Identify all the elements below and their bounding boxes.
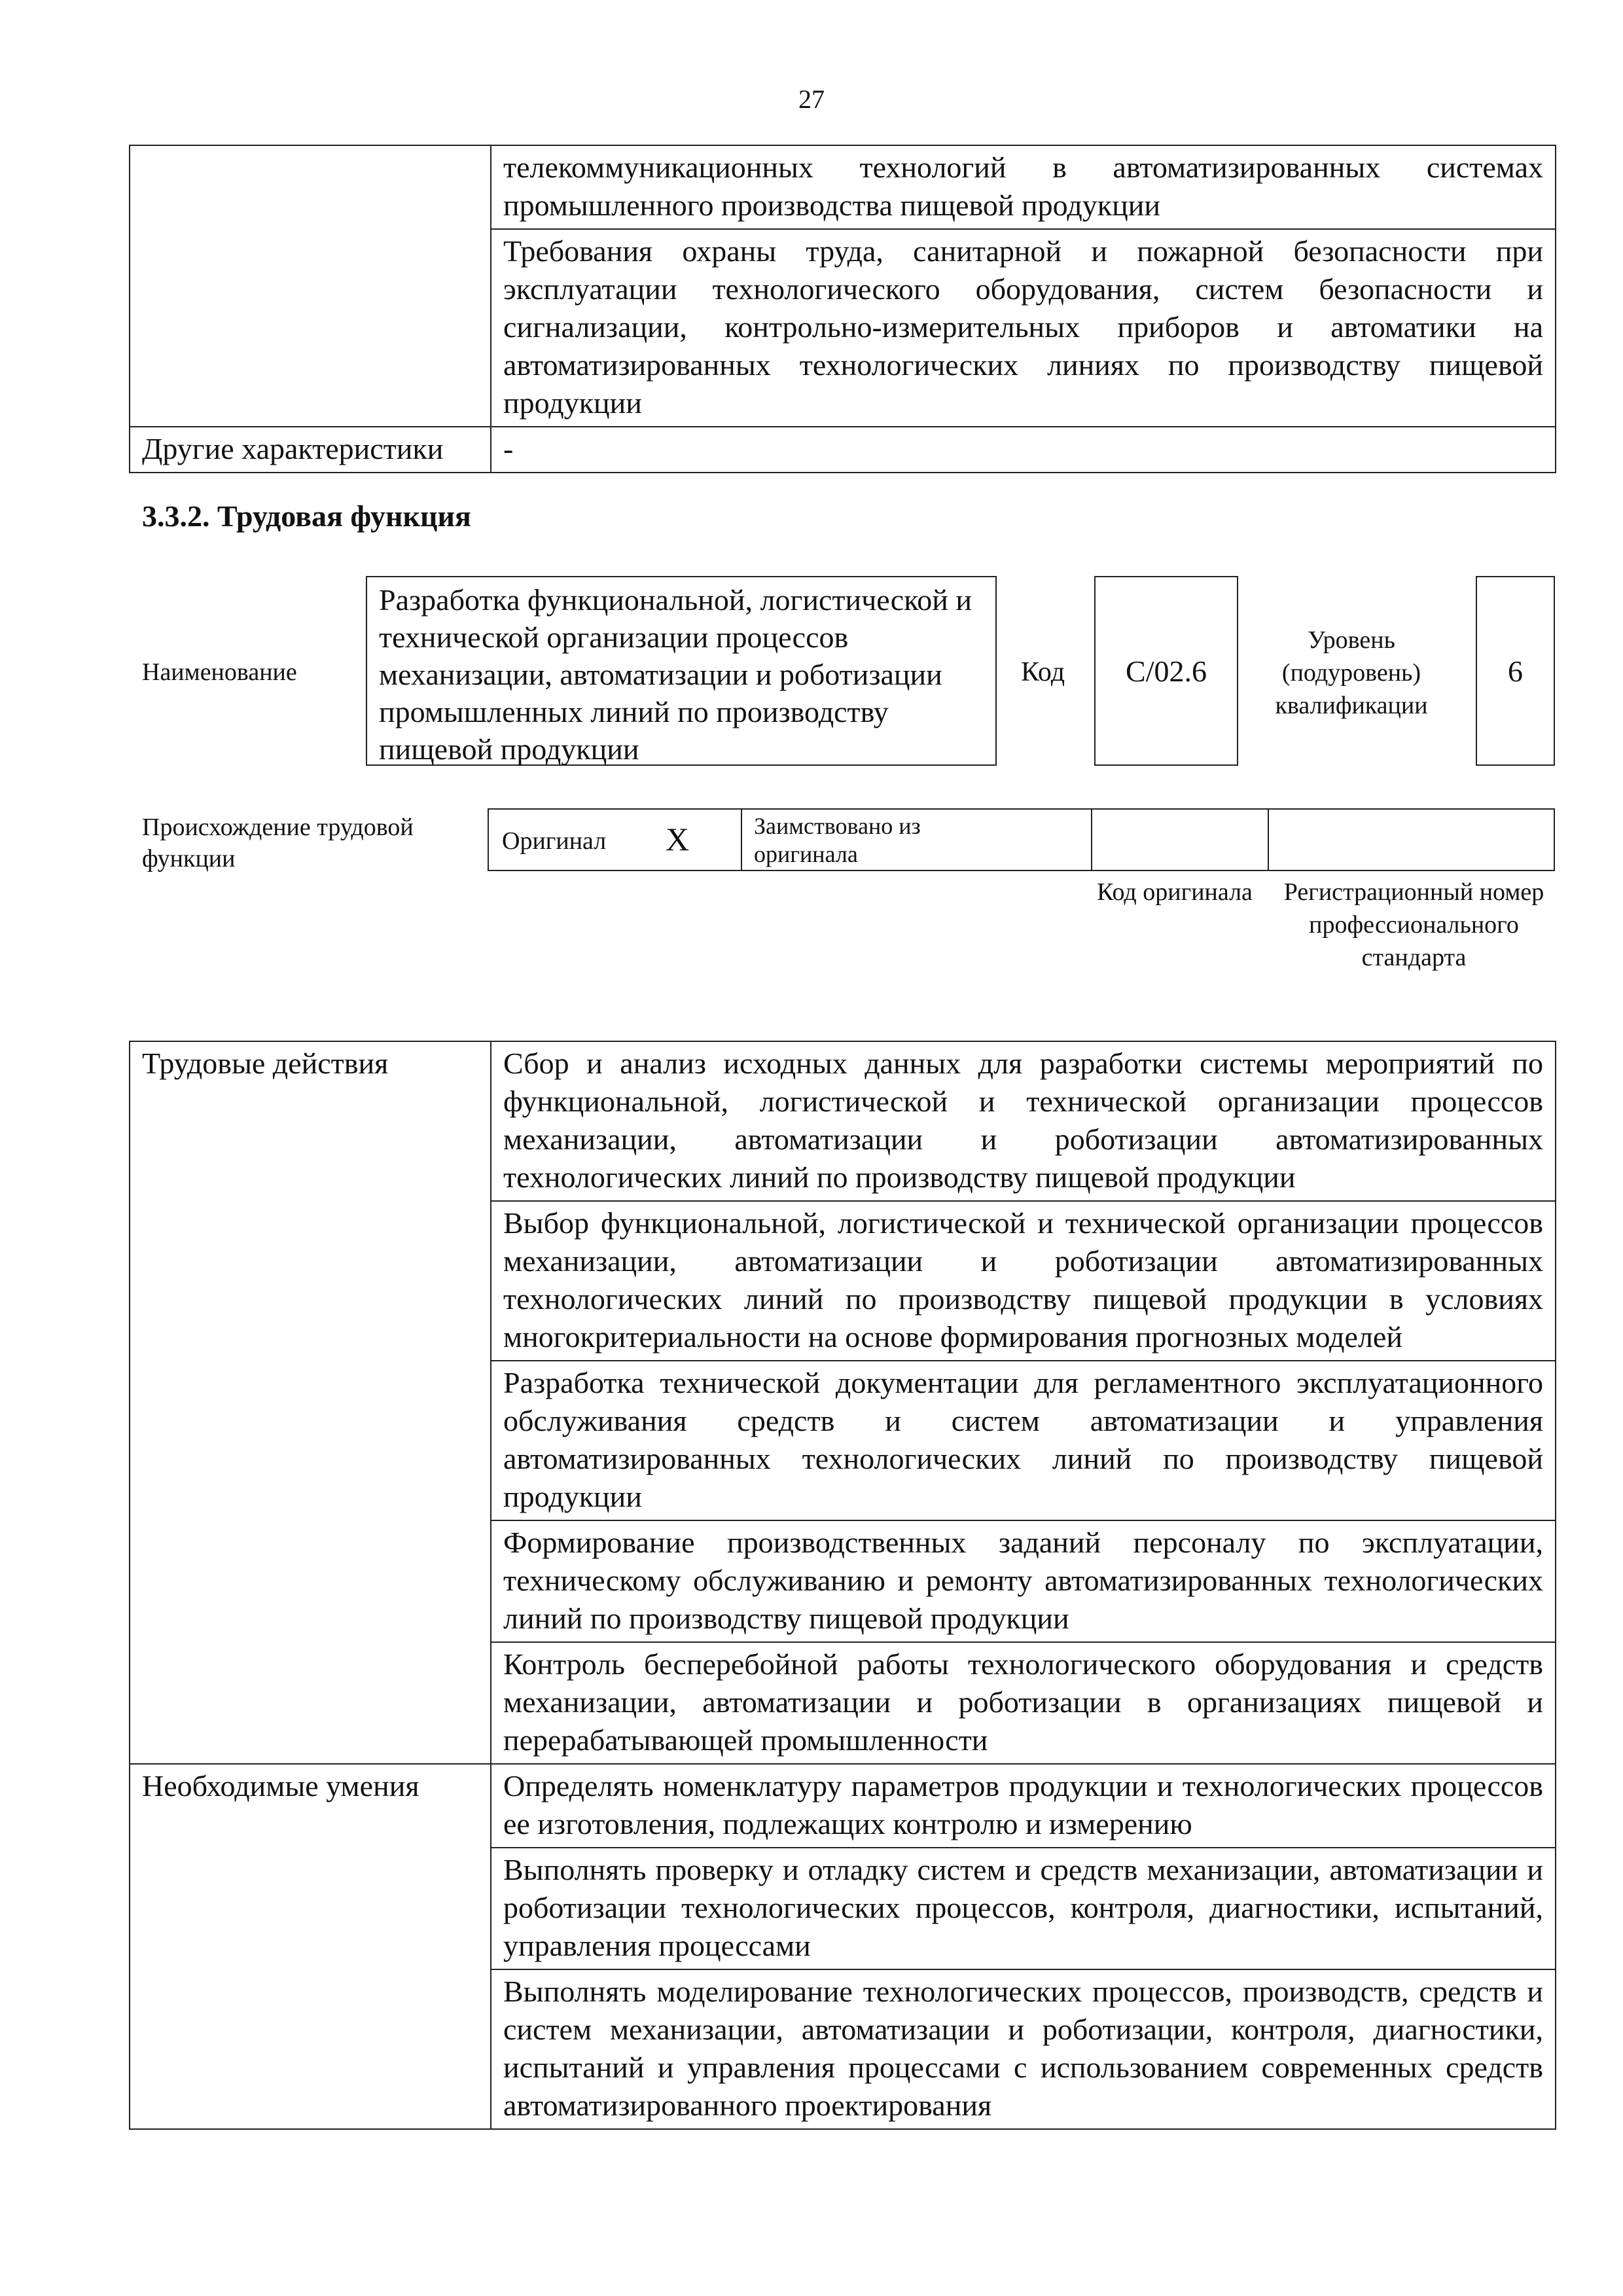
origin-divider <box>1268 810 1269 870</box>
section-heading: 3.3.2. Трудовая функция <box>142 499 471 533</box>
origin-divider <box>1091 810 1092 870</box>
table-row <box>130 1764 1556 1848</box>
labor-action-item: Формирование производственных заданий персоналу по эксплуатации, техническому обслуживанию и ремонту автоматизированных технологических линий по производству пищевой продукции <box>491 1520 1556 1642</box>
other-characteristics-label: Другие характеристики <box>130 427 491 473</box>
qualification-level-box <box>1476 576 1555 766</box>
qualification-level-value: 6 <box>1508 654 1523 688</box>
labor-actions-label: Трудовые действия <box>130 1041 491 1764</box>
labor-action-item: Сбор и анализ исходных данных для разработки системы мероприятий по функциональной, логистической и технической организации процессов механизации, автоматизации и роботизации автоматизированных технологических линий по производству пищевой продукции <box>491 1041 1556 1201</box>
origin-original-label: Оригинал <box>502 827 607 855</box>
required-skill-item: Выполнять проверку и отладку систем и средств механизации, автоматизации и роботизации технологических процессов, контроля, диагностики, испытаний, управления процессами <box>491 1848 1556 1969</box>
top-characteristics-table <box>129 145 1556 473</box>
function-name-value: Разработка функциональной, логистической и технической организации процессов механизации, автоматизации и роботизации промышленных линий по производству пищевой продукции <box>379 583 972 766</box>
table-row <box>130 1041 1556 1201</box>
function-code-value: C/02.6 <box>1126 654 1207 688</box>
other-characteristics-value: - <box>491 427 1556 473</box>
function-name-box <box>366 576 997 766</box>
origin-label: Происхождение трудовой функции <box>142 814 414 872</box>
qualification-level-label: Уровень (подуровень) квалификации <box>1275 626 1428 719</box>
labor-action-item: Контроль бесперебойной работы технологического оборудования и средств механизации, автоматизации и роботизации в организациях пищевой и перерабатывающей промышленности <box>491 1642 1556 1764</box>
table-text-cell: телекоммуникационных технологий в автоматизированных системах промышленного производства пищевой продукции <box>491 145 1556 229</box>
function-name-label: Наименование <box>142 658 297 686</box>
origin-code-caption: Код оригинала <box>1097 878 1253 906</box>
table-row <box>130 427 1556 473</box>
table-text-cell: Требования охраны труда, санитарной и пожарной безопасности при эксплуатации технологического оборудования, систем безопасности и сигнализации, контрольно-измерительных приборов и автоматики на автоматизированных технологических линиях по производству пищевой продукции <box>491 229 1556 427</box>
origin-original-mark: X <box>666 821 690 857</box>
table-row <box>130 145 1556 229</box>
origin-borrowed-label: Заимствовано из оригинала <box>754 813 921 867</box>
required-skill-item: Определять номенклатуру параметров продукции и технологических процессов ее изготовления, подлежащих контролю и измерению <box>491 1764 1556 1848</box>
origin-reg-caption: Регистрационный номер профессионального стандарта <box>1283 878 1544 971</box>
function-code-label: Код <box>1021 657 1065 687</box>
table-label-cell <box>130 145 491 427</box>
origin-divider <box>741 810 742 870</box>
origin-box <box>488 808 1555 871</box>
required-skills-label: Необходимые умения <box>130 1764 491 2129</box>
required-skill-item: Выполнять моделирование технологических процессов, производств, средств и систем механизации, автоматизации и роботизации, контроля, диагностики, испытаний и управления процессами с использованием современных средств автоматизированного проектирования <box>491 1969 1556 2129</box>
labor-function-table <box>129 1041 1556 2130</box>
labor-action-item: Разработка технической документации для регламентного эксплуатационного обслуживания средств и систем автоматизации и управления автоматизированных технологических линий по производству пищевой продукции <box>491 1361 1556 1520</box>
labor-action-item: Выбор функциональной, логистической и технической организации процессов механизации, автоматизации и роботизации автоматизированных технологических линий по производству пищевой продукции в условиях многокритериальности на основе формирования прогнозных моделей <box>491 1201 1556 1361</box>
page-number: 27 <box>798 84 825 114</box>
function-code-box <box>1094 576 1238 766</box>
